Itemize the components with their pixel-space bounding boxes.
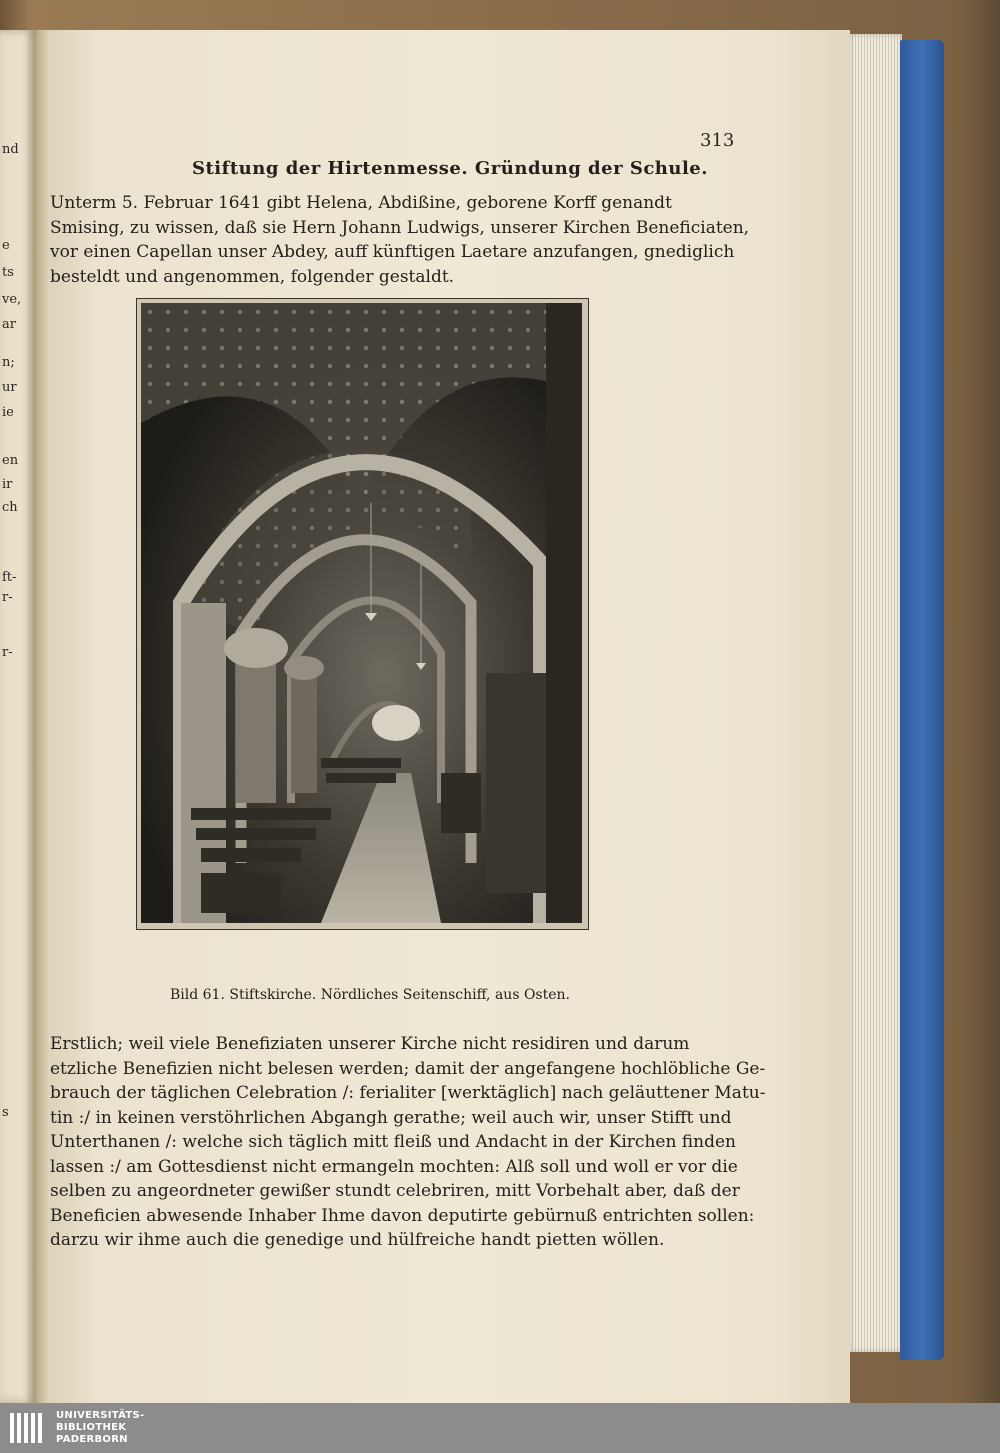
left-fragment: ft- [2, 570, 17, 585]
book-cover [900, 40, 944, 1360]
left-fragment: nd [2, 142, 19, 157]
left-fragment: e [2, 238, 10, 253]
left-fragment: ur [2, 380, 17, 395]
library-logo-icon [8, 1409, 48, 1449]
page-edges [850, 34, 902, 1352]
text-line: Unterthanen /: welche sich täglich mitt fleiß und Andacht in der Kirchen finden [50, 1132, 736, 1152]
library-name [56, 1410, 145, 1446]
text-line: lassen :/ am Gottesdienst nicht ermangeln mochten: Alß soll und woll er vor die [50, 1156, 738, 1177]
left-fragment: n; [2, 355, 15, 370]
text-line: Smising, zu wissen, daß sie Hern Johann Ludwigs, unserer Kirchen Beneficiaten, [50, 217, 750, 238]
library-name-line: PADERBORN [56, 1434, 128, 1445]
text-line: besteldt und angenommen, folgender gestaldt. [50, 266, 455, 287]
photo-caption: Bild 61. Stiftskirche. Nördliches Seitenschiff, aus Osten. [169, 987, 570, 1003]
paragraph-intro [50, 191, 750, 289]
text-line: etzliche Benefizien nicht belesen werden; damit der angefangene hochlöbliche Ge- [50, 1058, 766, 1079]
church-photo [136, 298, 589, 930]
left-fragment: ir [2, 477, 13, 492]
left-fragment: s [2, 1105, 9, 1120]
text-line: Beneficien abwesende Inhaber Ihme davon deputirte gebürnuß entrichten sollen: [50, 1205, 755, 1226]
text-line: Unterm 5. Februar 1641 gibt Helena, Abdißine, geborene Korff genandt [50, 193, 672, 213]
church-nave-illustration [141, 303, 582, 923]
photo-image [141, 303, 582, 923]
left-fragment: ie [2, 405, 14, 420]
text-line: vor einen Capellan unser Abdey, auff künftigen Laetare anzufangen, gnediglich [50, 242, 735, 262]
text-line: selben zu angeordneter gewißer stundt celebriren, mitt Vorbehalt aber, daß der [50, 1181, 740, 1201]
text-line: tin :/ in keinen verstöhrlichen Abgangh gerathe; weil auch wir, unser Stifft und [50, 1107, 732, 1128]
left-fragment: ts [2, 265, 14, 280]
library-name-line: BIBLIOTHEK [56, 1422, 127, 1433]
text-line: darzu wir ihme auch die genedige und hülfreiche handt pietten wöllen. [50, 1230, 665, 1250]
left-fragment: r- [2, 645, 13, 660]
paragraph-body [50, 1032, 766, 1253]
left-fragment: ch [2, 500, 18, 515]
text-line: brauch der täglichen Celebration /: ferialiter [werktäglich] nach geläuttener Matu- [50, 1083, 766, 1103]
left-fragment: ve, [2, 292, 22, 307]
left-facing-page [0, 30, 36, 1403]
page-number: 313 [700, 130, 735, 151]
book-page [50, 30, 850, 1403]
left-fragment: r- [2, 590, 13, 605]
left-fragment: en [2, 453, 19, 468]
library-footer [0, 1403, 1000, 1453]
text-line: Erstlich; weil viele Benefiziaten unserer Kirche nicht residiren und darum [50, 1034, 690, 1054]
library-name-line: UNIVERSITÄTS- [56, 1410, 145, 1421]
left-fragment: ar [2, 317, 16, 332]
page-heading: Stiftung der Hirtenmesse. Gründung der Schule. [191, 158, 709, 179]
